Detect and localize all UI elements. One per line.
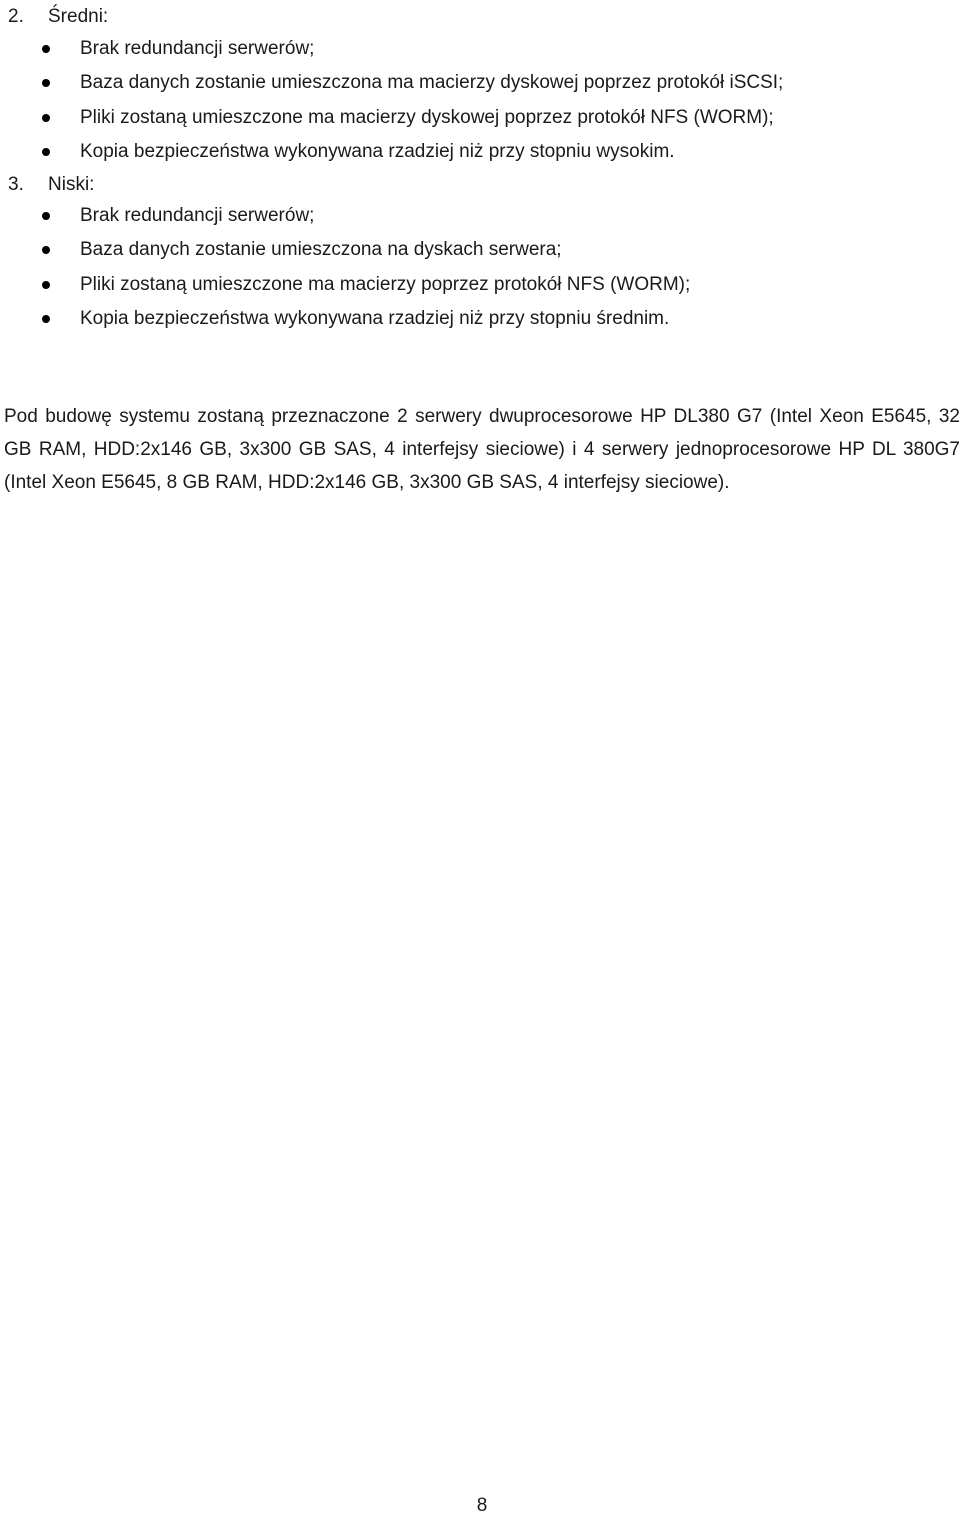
- body-paragraph: Pod budowę systemu zostaną przeznaczone 2 serwery dwuprocesorowe HP DL380 G7 (Intel Xeon E5645, 32 GB RAM, HDD:2x146 GB, 3x300 GB SAS, 4 interfejsy sieciowe) i 4 serwery jednoprocesorowe HP DL 380G7 (Intel Xeon E5645, 8 GB RAM, HDD:2x146 GB, 3x300 GB SAS, 4 interfejsy sieciowe).: [4, 406, 960, 493]
- bullet-icon: [42, 212, 50, 220]
- list-item: [0, 268, 960, 302]
- bullet-icon: [42, 79, 50, 87]
- list-item-text: Baza danych zostanie umieszczona na dyskach serwera;: [80, 239, 562, 261]
- bullet-icon: [42, 281, 50, 289]
- list-item: [0, 199, 960, 233]
- list-item: [0, 233, 960, 267]
- bullet-icon: [42, 148, 50, 156]
- list-item-text: Kopia bezpieczeństwa wykonywana rzadziej niż przy stopniu wysokim.: [80, 140, 675, 162]
- list-item: [0, 101, 960, 135]
- list-item-text: Baza danych zostanie umieszczona ma macierzy dyskowej poprzez protokół iSCSI;: [80, 72, 784, 94]
- section-number: 3.: [8, 174, 24, 195]
- list-item-text: Brak redundancji serwerów;: [80, 38, 315, 59]
- list-item: [0, 32, 960, 66]
- bullet-icon: [42, 246, 50, 254]
- bullet-icon: [42, 45, 50, 53]
- list-item-text: Kopia bezpieczeństwa wykonywana rzadziej niż przy stopniu średnim.: [80, 307, 670, 329]
- section-title: Niski:: [48, 174, 95, 195]
- list-item: [0, 135, 960, 169]
- bullet-list: [0, 32, 960, 169]
- bullet-icon: [42, 114, 50, 122]
- bullet-icon: [42, 315, 50, 323]
- section-title: Średni:: [48, 6, 109, 27]
- page-number: 8: [476, 1495, 488, 1516]
- list-item-text: Brak redundancji serwerów;: [80, 205, 315, 226]
- list-item: [0, 302, 960, 336]
- list-item-text: Pliki zostaną umieszczone ma macierzy dyskowej poprzez protokół NFS (WORM);: [80, 106, 774, 128]
- list-item: [0, 66, 960, 100]
- section-number: 2.: [8, 6, 24, 27]
- list-item-text: Pliki zostaną umieszczone ma macierzy poprzez protokół NFS (WORM);: [80, 273, 691, 295]
- bullet-list: [0, 199, 960, 336]
